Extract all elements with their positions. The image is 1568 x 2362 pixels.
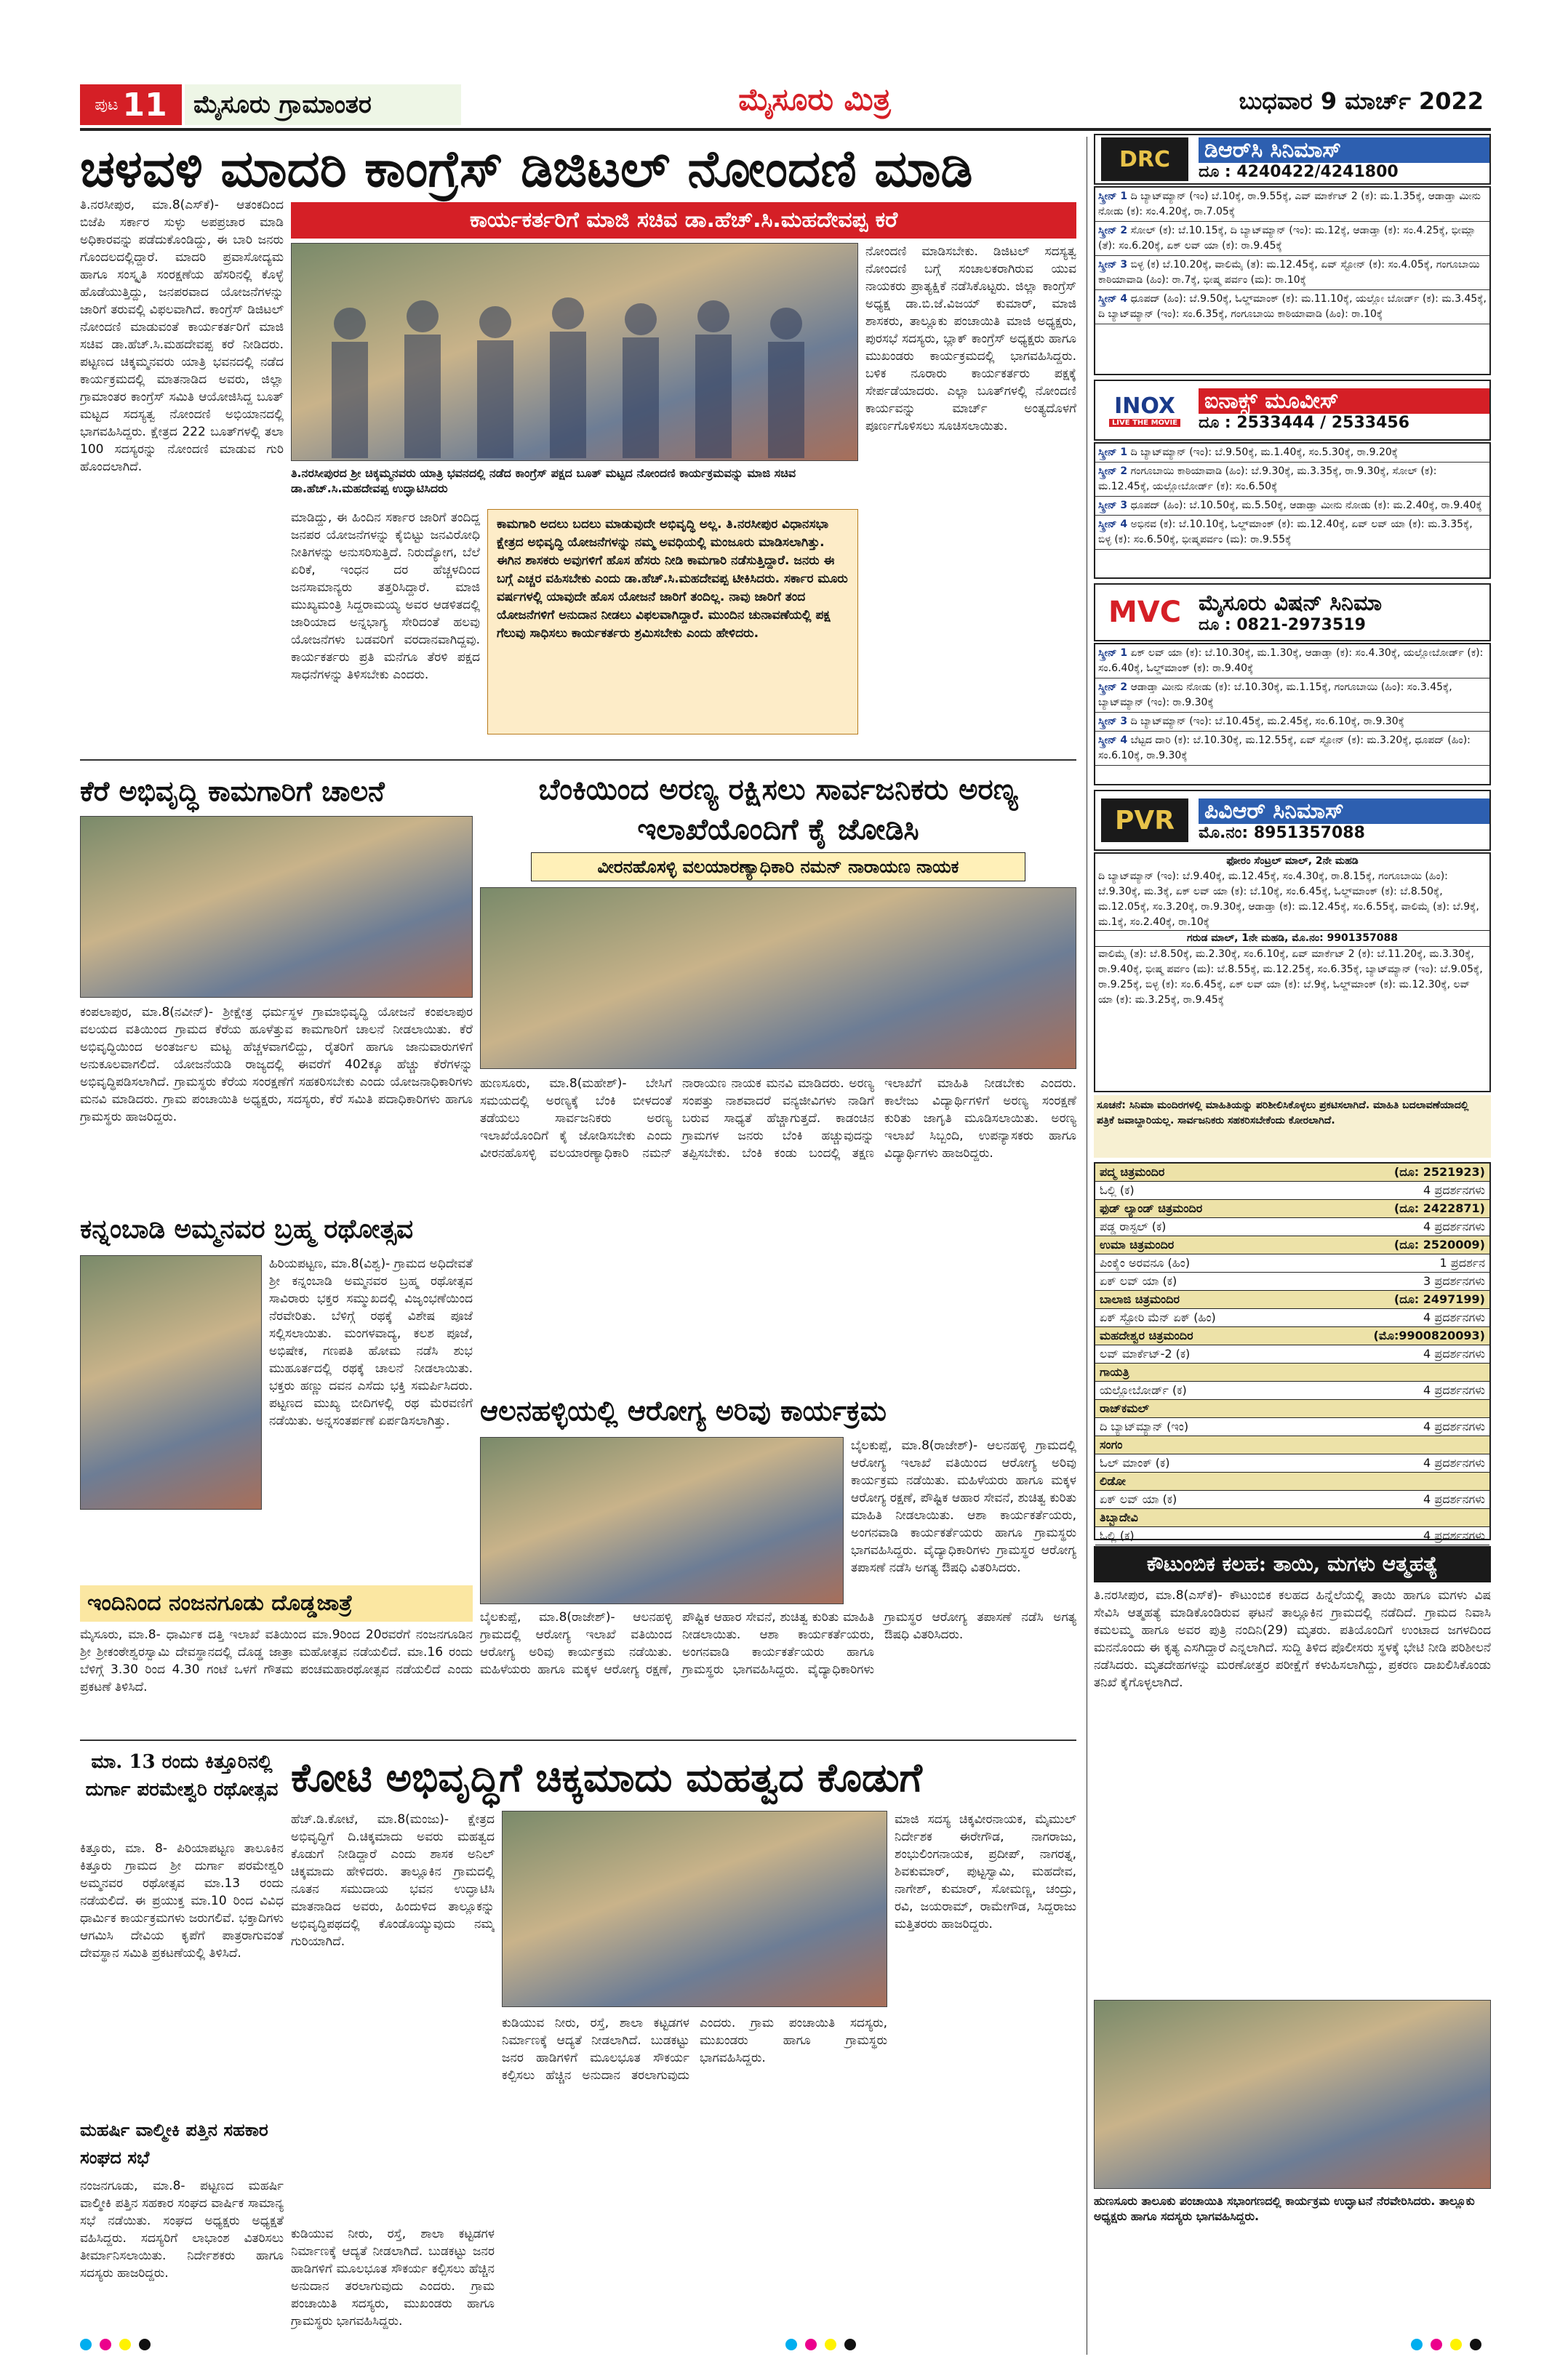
drc-screen-1: ಸ್ಕ್ರೀನ್ 1 ದಿ ಬ್ಯಾಟ್‌ಮ್ಯಾನ್ (ಇಂ) ಬೆ.10ಕ್ಕೆ, ರಾ.9.55ಕ್ಕೆ, ಎವ್ ಮಾರ್ಕೆಟ್ 2 (ಕ): ಮ.1.35ಕ್ಕೆ, ಆಡಾಡ್ತಾ ಮೀನು ನೋಡು (ಕ): ಸಂ.4.20ಕ್ಕೆ, ರಾ.7.05ಕ್ಕೆ	[1095, 188, 1489, 222]
mvc-screen-4: ಸ್ಕ್ರೀನ್ 4 ಬೆಟ್ಟದ ದಾರಿ (ಕ): ಬೆ.10.30ಕ್ಕೆ, ಮ.12.55ಕ್ಕೆ, ಏವ್ ಸ್ಟೋನ್ (ಕ): ಮ.3.20ಕ್ಕೆ, ಧೂಪದ್ (ಹಿಂ): ಸಂ.6.10ಕ್ಕೆ, ರಾ.9.30ಕ್ಕೆ	[1095, 732, 1489, 766]
drc-screen-2: ಸ್ಕ್ರೀನ್ 2 ಸೋಲ್ (ಕ): ಬೆ.10.15ಕ್ಕೆ, ದಿ ಬ್ಯಾಟ್‌ಮ್ಯಾನ್ (ಇಂ): ಮ.12ಕ್ಕೆ, ಆಡಾಡ್ತಾ (ಕ): ಸಂ.4.25ಕ್ಕೆ, ಭೀಮ್ಲಾ (ತೆ): ಸಂ.6.20ಕ್ಕೆ, ಏಕ್ ಲವ್ ಯಾ (ಕ): ರಾ.9.45ಕ್ಕೆ	[1095, 222, 1489, 256]
brahma-headline: ಕನ್ನಂಬಾಡಿ ಅಮ್ಮನವರ ಬ್ರಹ್ಮ ರಥೋತ್ಸವ	[80, 1214, 414, 1244]
theatre-film-row	[1095, 1454, 1489, 1473]
jatre-headline: ಇಂದಿನಿಂದ ನಂಜನಗೂಡು ದೊಡ್ಡಜಾತ್ರೆ	[80, 1585, 473, 1622]
mvc-phone: ದೂ : 0821-2973519	[1199, 616, 1366, 634]
koti-body-3: ಮಾಜಿ ಸದಸ್ಯ ಚಿಕ್ಕವೀರನಾಯಕ, ಮೈಮುಲ್ ನಿರ್ದೇಶಕ ಈರೇಗೌಡ, ನಾಗರಾಜು, ಶಂಭುಲಿಂಗನಾಯಕ, ಪ್ರದೀಪ್, ನಾಗರತ್ನ, ಶಿವಕುಮಾರ್, ಪುಟ್ಟಸ್ವಾಮಿ, ಮಹದೇವ, ನಾಗೇಶ್, ಕುಮಾರ್, ಸೋಮಣ್ಣ, ಚಂದ್ರು, ರವಿ, ಜಯರಾಮ್, ರಾಮೇಗೌಡ, ಸಿದ್ದರಾಜು ಮತ್ತಿತರರು ಹಾಜರಿದ್ದರು.	[895, 1812, 1076, 1931]
inox-screen-2: ಸ್ಕ್ರೀನ್ 2 ಗಂಗೂಬಾಯಿ ಕಾಠಿಯಾವಾಡಿ (ಹಿಂ): ಬೆ.9.30ಕ್ಕೆ, ಮ.3.35ಕ್ಕೆ, ರಾ.9.30ಕ್ಕೆ, ಸೋಲ್ (ಕ): ಮ.12.45ಕ್ಕೆ, ಯಲ್ಲೋಬೋರ್ಡ್ (ಕ): ಸಂ.6.50ಕ್ಕೆ	[1095, 463, 1489, 497]
pvr-venue-1-shows: ದಿ ಬ್ಯಾಟ್‌ಮ್ಯಾನ್ (ಇಂ): ಬೆ.9.40ಕ್ಕೆ, ಮ.12.45ಕ್ಕೆ, ಸಂ.4.30ಕ್ಕೆ, ರಾ.8.15ಕ್ಕೆ, ಗಂಗೂಬಾಯಿ (ಹಿಂ): ಬೆ.9.30ಕ್ಕೆ, ಮ.3ಕ್ಕೆ, ಏಕ್ ಲವ್ ಯಾ (ಕ): ಬೆ.10ಕ್ಕೆ, ಸಂ.6.45ಕ್ಕೆ, ಓಲ್ಡ್‌ಮಾಂಕ್ (ಕ): ಬೆ.8.50ಕ್ಕೆ, ಮ.12.05ಕ್ಕೆ, ಸಂ.3.20ಕ್ಕೆ, ರಾ.9.30ಕ್ಕೆ, ಆಡಾಡ್ತಾ (ಕ): ಮ.12.45ಕ್ಕೆ, ಸಂ.6.55ಕ್ಕೆ, ವಾಲಿಮೈ (ತ): ಬೆ.9ಕ್ಕೆ, ಮ.1ಕ್ಕೆ, ಸಂ.2.40ಕ್ಕೆ, ರಾ.10ಕ್ಕೆ	[1098, 870, 1479, 928]
theatre-film-row	[1095, 1309, 1489, 1327]
theatre-film-row	[1095, 1218, 1489, 1236]
theatre-film-row	[1095, 1491, 1489, 1509]
lead-column-2: ಮಾಡಿದ್ದು, ಈ ಹಿಂದಿನ ಸರ್ಕಾರ ಜಾರಿಗೆ ತಂದಿದ್ದ ಜನಪರ ಯೋಜನೆಗಳನ್ನು ಕೈಬಿಟ್ಟು ಜನವಿರೋಧಿ ನೀತಿಗಳನ್ನು ಅನುಸರಿಸುತ್ತಿದೆ. ನಿರುದ್ಯೋಗ, ಬೆಲೆ ಏರಿಕೆ, ಇಂಧನ ದರ ಹೆಚ್ಚಳದಿಂದ ಜನಸಾಮಾನ್ಯರು ತತ್ತರಿಸಿದ್ದಾರೆ. ಮಾಜಿ ಮುಖ್ಯಮಂತ್ರಿ ಸಿದ್ದರಾಮಯ್ಯ ಅವರ ಆಡಳಿತದಲ್ಲಿ ಜಾರಿಯಾದ ಅನ್ನಭಾಗ್ಯ ಸೇರಿದಂತೆ ಹಲವು ಯೋಜನೆಗಳು ಬಡವರಿಗೆ ವರದಾನವಾಗಿದ್ದವು. ಕಾರ್ಯಕರ್ತರು ಪ್ರತಿ ಮನೆಗೂ ತೆರಳಿ ಪಕ್ಷದ ಸಾಧನೆಗಳನ್ನು ತಿಳಿಸಬೇಕು ಎಂದರು.	[291, 511, 480, 682]
theatre-header	[1095, 1291, 1489, 1309]
mvc-listing	[1094, 643, 1491, 785]
theatre-header	[1095, 1364, 1489, 1382]
drc-screen-3: ಸ್ಕ್ರೀನ್ 3 ಬಿಳ್ಳ (ಕ) ಬೆ.10.20ಕ್ಕೆ, ವಾಲಿಮೈ (ತ): ಮ.12.45ಕ್ಕೆ, ಏವ್ ಸ್ಟೋನ್‌ (ಕ): ಸಂ.4.05ಕ್ಕೆ, ಗಂಗೂಬಾಯಿ ಕಾಠಿಯಾವಾಡಿ (ಹಿಂ): ರಾ.7ಕ್ಕೆ, ಭೀಷ್ಮ ಪರ್ವಂ (ಮ): ರಾ.10ಕ್ಕೆ	[1095, 256, 1489, 290]
drc-listing	[1094, 186, 1491, 375]
theatre-header	[1095, 1200, 1489, 1218]
kere-headline: ಕೆರೆ ಅಭಿವೃದ್ಧಿ ಕಾಮಗಾರಿಗೆ ಚಾಲನೆ	[80, 774, 385, 807]
brahma-photo	[80, 1255, 262, 1510]
inox-header	[1094, 380, 1491, 441]
lead-headline: ಚಳವಳಿ ಮಾದರಿ ಕಾಂಗ್ರೆಸ್ ಡಿಜಿಟಲ್ ನೋಂದಣಿ ಮಾಡಿ	[80, 138, 973, 199]
show-count: 3 ಪ್ರದರ್ಶನಗಳು	[1423, 1274, 1485, 1288]
film-title: ಯಲ್ಲೋಬೋರ್ಡ್ (ಕ)	[1100, 1383, 1187, 1397]
forest-subhead: ವೀರನಹೊಸಳ್ಳಿ ವಲಯಾರಣ್ಯಾಧಿಕಾರಿ ನಮನ್ ನಾರಾಯಣ ನಾಯಕ	[531, 852, 1025, 881]
theatre-header	[1095, 1400, 1489, 1418]
theatre-table	[1094, 1162, 1491, 1540]
cinema-notice: ಸೂಚನೆ: ಸಿನಿಮಾ ಮಂದಿರಗಳಲ್ಲಿ ಮಾಹಿತಿಯನ್ನು ಪರಿಶೀಲಿಸಿಕೊಳ್ಳಲು ಪ್ರಕಟಿಸಲಾಗಿದೆ. ಮಾಹಿತಿ ಬದಲಾವಣೆಯಾದಲ್ಲಿ ಪತ್ರಿಕೆ ಜವಾಬ್ದಾರಿಯಲ್ಲ. ಸಾರ್ವಜನಿಕರು ಸಹಕರಿಸಬೇಕೆಂದು ಕೋರಲಾಗಿದೆ.	[1094, 1095, 1491, 1158]
theatre-name: ಫುಡ್ ಲ್ಯಾಂಡ್ ಚಿತ್ರಮಂದಿರ	[1100, 1201, 1203, 1215]
theatre-phone: (ದೂ: 2422871)	[1393, 1201, 1485, 1215]
koti-headline: ಕೋಟಿ ಅಭಿವೃದ್ಧಿಗೆ ಚಿಕ್ಕಮಾದು ಮಹತ್ವದ ಕೊಡುಗೆ	[291, 1754, 922, 1801]
film-title: ಏಕ್ ಲವ್ ಯಾ (ಕ)	[1100, 1274, 1177, 1288]
cyan-dot	[1411, 2339, 1423, 2350]
jatre-body: ಮೈಸೂರು, ಮಾ.8- ಧಾರ್ಮಿಕ ದತ್ತಿ ಇಲಾಖೆ ವತಿಯಿಂದ ಮಾ.9ರಿಂದ 20ರವರೆಗೆ ನಂಜನಗೂಡಿನ ಶ್ರೀ ಶ್ರೀಕಂಠೇಶ್ವರಸ್ವಾಮಿ ದೇವಸ್ಥಾನದಲ್ಲಿ ದೊಡ್ಡ ಜಾತ್ರಾ ಮಹೋತ್ಸವ ನಡೆಯಲಿದೆ. ಮಾ.16 ರಂದು ಬೆಳಿಗ್ಗೆ 3.30 ರಿಂದ 4.30 ಗಂಟೆ ಒಳಗೆ ಗೌತಮ ಪಂಚಮಹಾರಥೋತ್ಸವ ನಡೆಯಲಿದೆ ಎಂದು ಪ್ರಕಟಣೆ ತಿಳಿಸಿದೆ.	[80, 1628, 473, 1694]
koti-body-2: ಕುಡಿಯುವ ನೀರು, ರಸ್ತೆ, ಶಾಲಾ ಕಟ್ಟಡಗಳ ನಿರ್ಮಾಣಕ್ಕೆ ಆದ್ಯತೆ ನೀಡಲಾಗಿದೆ. ಬುಡಕಟ್ಟು ಜನರ ಹಾಡಿಗಳಿಗೆ ಮೂಲಭೂತ ಸೌಕರ್ಯ ಕಲ್ಪಿಸಲು ಹೆಚ್ಚಿನ ಅನುದಾನ ತರಲಾಗುವುದು ಎಂದರು. ಗ್ರಾಮ ಪಂಚಾಯಿತಿ ಸದಸ್ಯರು, ಮುಖಂಡರು ಹಾಗೂ ಗ್ರಾಮಸ್ಥರು ಭಾಗವಹಿಸಿದ್ದರು.	[502, 2016, 887, 2083]
pvr-logo: PVR	[1101, 798, 1188, 842]
pvr-venue-2: ಗರುಡ ಮಾಲ್, 1ನೇ ಮಹಡಿ, ಮೊ.ನಂ: 9901357088	[1095, 930, 1489, 947]
drc-logo: DRC	[1101, 137, 1188, 181]
show-count: 4 ಪ್ರದರ್ಶನಗಳು	[1423, 1529, 1485, 1542]
black-dot	[844, 2339, 856, 2350]
film-title: ದಿ ಬ್ಯಾಟ್‌ಮ್ಯಾನ್ (ಇಂ)	[1100, 1420, 1189, 1433]
lead-column-1: ತಿ.ನರಸೀಪುರ, ಮಾ.8(ಎಸ್‌ಕೆ)- ಆತಂಕದಿಂದ ಬಿಜೆಪಿ ಸರ್ಕಾರ ಸುಳ್ಳು ಅಪಪ್ರಚಾರ ಮಾಡಿ ಅಧಿಕಾರವನ್ನು ಪಡೆದುಕೊಂಡಿದ್ದು, ಈ ಬಾರಿ ಜನರು ಗೊಂದಲದಲ್ಲಿದ್ದಾರೆ. ಮಾದರಿ ಪ್ರವಾಸೋದ್ಯಮ ಹಾಗೂ ಸಂಸ್ಕೃತಿ ಸಂರಕ್ಷಣೆಯ ಹೆಸರಿನಲ್ಲಿ ಕೊಳ್ಳೆ ಹೊಡೆಯುತ್ತಿದ್ದು, ಜನಪರವಾದ ಯೋಜನೆಗಳನ್ನು ಜಾರಿಗೆ ತರುವಲ್ಲಿ ವಿಫಲವಾಗಿದೆ. ಕಾಂಗ್ರೆಸ್ ಡಿಜಿಟಲ್ ನೋಂದಣಿ ಮಾಡುವಂತೆ ಕಾರ್ಯಕರ್ತರಿಗೆ ಮಾಜಿ ಸಚಿವ ಡಾ.ಹೆಚ್.ಸಿ.ಮಹದೇವಪ್ಪ ಕರೆ ನೀಡಿದರು. ಪಟ್ಟಣದ ಚಿಕ್ಕಮ್ಮನವರು ಯಾತ್ರಿ ಭವನದಲ್ಲಿ ನಡೆದ ಕಾರ್ಯಕ್ರಮದಲ್ಲಿ ಮಾತನಾಡಿದ ಅವರು, ಜಿಲ್ಲಾ ಗ್ರಾಮಾಂತರ ಕಾಂಗ್ರೆಸ್ ಸಮಿತಿ ಆಯೋಜಿಸಿದ್ದ ಬೂತ್ ಮಟ್ಟದ ಸದಸ್ಯತ್ವ ನೋಂದಣಿ ಅಭಿಯಾನದಲ್ಲಿ ಭಾಗವಹಿಸಿದ್ದರು. ಕ್ಷೇತ್ರದ 222 ಬೂತ್‌ಗಳಲ್ಲಿ ತಲಾ 100 ಸದಸ್ಯರನ್ನು ನೋಂದಣಿ ಮಾಡುವ ಗುರಿ ಹೊಂದಲಾಗಿದೆ.	[80, 198, 284, 474]
theatre-film-row	[1095, 1527, 1489, 1545]
film-title: ಓಲ್ಲಿ (ಕ)	[1100, 1529, 1135, 1542]
koti-body-1b: ಕುಡಿಯುವ ನೀರು, ರಸ್ತೆ, ಶಾಲಾ ಕಟ್ಟಡಗಳ ನಿರ್ಮಾಣಕ್ಕೆ ಆದ್ಯತೆ ನೀಡಲಾಗಿದೆ. ಬುಡಕಟ್ಟು ಜನರ ಹಾಡಿಗಳಿಗೆ ಮೂಲಭೂತ ಸೌಕರ್ಯ ಕಲ್ಪಿಸಲು ಹೆಚ್ಚಿನ ಅನುದಾನ ತರಲಾಗುವುದು ಎಂದರು. ಗ್ರಾಮ ಪಂಚಾಯಿತಿ ಸದಸ್ಯರು, ಮುಖಂಡರು ಹಾಗೂ ಗ್ರಾಮಸ್ಥರು ಭಾಗವಹಿಸಿದ್ದರು.	[291, 2227, 495, 2329]
theatre-name: ಉಮಾ ಚಿತ್ರಮಂದಿರ	[1100, 1238, 1175, 1252]
arogya-photo	[480, 1437, 844, 1604]
yellow-dot	[119, 2339, 131, 2350]
inox-screen-3: ಸ್ಕ್ರೀನ್ 3 ಧೂಪದ್ (ಹಿಂ): ಬೆ.10.50ಕ್ಕೆ, ಮ.5.50ಕ್ಕೆ, ಆಡಾಡ್ತಾ ಮೀನು ನೋಡು (ಕ): ಮ.2.40ಕ್ಕೆ, ರಾ.9.40ಕ್ಕೆ	[1095, 497, 1489, 516]
black-dot	[139, 2339, 151, 2350]
theatre-film-row	[1095, 1254, 1489, 1273]
mvc-screen-3: ಸ್ಕ್ರೀನ್ 3 ದಿ ಬ್ಯಾಟ್‌ಮ್ಯಾನ್ (ಇಂ): ಬೆ.10.45ಕ್ಕೆ, ಮ.2.45ಕ್ಕೆ, ಸಂ.6.10ಕ್ಕೆ, ರಾ.9.30ಕ್ಕೆ	[1095, 713, 1489, 732]
masthead-rule	[80, 128, 1491, 131]
black-dot	[1470, 2339, 1481, 2350]
pvr-venue-1: ಫೋರಂ ಸೆಂಟ್ರಲ್ ಮಾಲ್, 2ನೇ ಮಹಡಿ	[1226, 855, 1359, 867]
show-count: 4 ಪ್ರದರ್ಶನಗಳು	[1423, 1420, 1485, 1433]
theatre-name: ಲಿಡೋ	[1100, 1474, 1126, 1488]
pvr-listing	[1094, 852, 1491, 1092]
valmiki-headline: ಮಹರ್ಷಿ ವಾಲ್ಮೀಕಿ ಪತ್ತಿನ ಸಹಕಾರ ಸಂಘದ ಸಭೆ	[80, 2119, 268, 2168]
theatre-header	[1095, 1473, 1489, 1491]
lead-boxed-quote: ಕಾಮಗಾರಿ ಅದಲು ಬದಲು ಮಾಡುವುದೇ ಅಭಿವೃದ್ಧಿ ಅಲ್ಲ. ತಿ.ನರಸೀಪುರ ವಿಧಾನಸಭಾ ಕ್ಷೇತ್ರದ ಅಭಿವೃದ್ಧಿ ಯೋಜನೆಗಳನ್ನು ನಮ್ಮ ಅವಧಿಯಲ್ಲಿ ಮಂಜೂರು ಮಾಡಿಸಲಾಗಿತ್ತು. ಈಗಿನ ಶಾಸಕರು ಅವುಗಳಿಗೆ ಹೊಸ ಹೆಸರು ನೀಡಿ ಕಾಮಗಾರಿ ನಡೆಸುತ್ತಿದ್ದಾರೆ. ಜನರು ಈ ಬಗ್ಗೆ ಎಚ್ಚರ ವಹಿಸಬೇಕು ಎಂದು ಡಾ.ಹೆಚ್.ಸಿ.ಮಹದೇವಪ್ಪ ಟೀಕಿಸಿದರು. ಸರ್ಕಾರ ಮೂರು ವರ್ಷಗಳಲ್ಲಿ ಯಾವುದೇ ಹೊಸ ಯೋಜನೆ ಜಾರಿಗೆ ತಂದಿಲ್ಲ. ನಾವು ಜಾರಿಗೆ ತಂದ ಯೋಜನೆಗಳಿಗೆ ಅನುದಾನ ನೀಡಲು ವಿಫಲವಾಗಿದ್ದಾರೆ. ಮುಂದಿನ ಚುನಾವಣೆಯಲ್ಲಿ ಪಕ್ಷ ಗೆಲುವು ಸಾಧಿಸಲು ಕಾರ್ಯಕರ್ತರು ಶ್ರಮಿಸಬೇಕು ಎಂದು ಹೇಳಿದರು.	[487, 509, 858, 734]
inox-screen-4: ಸ್ಕ್ರೀನ್ 4 ಅಭಿನವ (ಕ): ಬೆ.10.10ಕ್ಕೆ, ಓಲ್ಡ್‌ಮಾಂಕ್ (ಕ): ಮ.12.40ಕ್ಕೆ, ಏವ್ ಲವ್ ಯಾ (ಕ): ಮ.3.35ಕ್ಕೆ, ಬಿಳ್ಳ (ಕ): ಸಂ.6.50ಕ್ಕೆ, ಭೀಷ್ಮಪರ್ವಂ (ಮ): ರಾ.9.55ಕ್ಕೆ	[1095, 516, 1489, 550]
magenta-dot	[805, 2339, 817, 2350]
mvc-logo: MVC	[1108, 596, 1182, 629]
lead-column-3: ನೋಂದಣಿ ಮಾಡಿಸಬೇಕು. ಡಿಜಿಟಲ್ ಸದಸ್ಯತ್ವ ನೋಂದಣಿ ಬಗ್ಗೆ ಸಂಚಾಲಕರಾಗಿರುವ ಯುವ ನಾಯಕರು ಪ್ರಾತ್ಯಕ್ಷಿಕೆ ನಡೆಸಿಕೊಟ್ಟರು. ಜಿಲ್ಲಾ ಕಾಂಗ್ರೆಸ್ ಅಧ್ಯಕ್ಷ ಡಾ.ಬಿ.ಜೆ.ವಿಜಯ್ ಕುಮಾರ್, ಮಾಜಿ ಶಾಸಕರು, ತಾಲ್ಲೂಕು ಪಂಚಾಯಿತಿ ಮಾಜಿ ಅಧ್ಯಕ್ಷರು, ಪುರಸಭೆ ಸದಸ್ಯರು, ಬ್ಲಾಕ್ ಕಾಂಗ್ರೆಸ್ ಅಧ್ಯಕ್ಷರು ಹಾಗೂ ಮುಖಂಡರು ಕಾರ್ಯಕ್ರಮದಲ್ಲಿ ಭಾಗವಹಿಸಿದ್ದರು. ಬಳಿಕ ನೂರಾರು ಕಾರ್ಯಕರ್ತರು ಪಕ್ಷಕ್ಕೆ ಸೇರ್ಪಡೆಯಾದರು. ಎಲ್ಲಾ ಬೂತ್‌ಗಳಲ್ಲಿ ನೋಂದಣಿ ಕಾರ್ಯವನ್ನು ಮಾರ್ಚ್ ಅಂತ್ಯದೊಳಗೆ ಪೂರ್ಣಗೊಳಿಸಲು ಸೂಚಿಸಲಾಯಿತು.	[865, 244, 1076, 433]
cyan-dot	[80, 2339, 92, 2350]
film-title: ಏಕ್ ಲವ್ ಯಾ (ಕ)	[1100, 1492, 1177, 1506]
theatre-header	[1095, 1236, 1489, 1254]
kere-body: ಕಂಪಲಾಪುರ, ಮಾ.8(ನವೀನ್)- ಶ್ರೀಕ್ಷೇತ್ರ ಧರ್ಮಸ್ಥಳ ಗ್ರಾಮಾಭಿವೃದ್ಧಿ ಯೋಜನೆ ಕಂಪಲಾಪುರ ವಲಯದ ವತಿಯಿಂದ ಗ್ರಾಮದ ಕೆರೆಯ ಹೂಳೆತ್ತುವ ಕಾಮಗಾರಿಗೆ ಚಾಲನೆ ನೀಡಲಾಯಿತು. ಕೆರೆ ಅಭಿವೃದ್ಧಿಯಿಂದ ಅಂತರ್ಜಲ ಮಟ್ಟ ಹೆಚ್ಚಳವಾಗಲಿದ್ದು, ರೈತರಿಗೆ ಹಾಗೂ ಜಾನುವಾರುಗಳಿಗೆ ಅನುಕೂಲವಾಗಲಿದೆ. ಯೋಜನೆಯಡಿ ರಾಜ್ಯದಲ್ಲಿ ಈವರೆಗೆ 402ಕ್ಕೂ ಹೆಚ್ಚು ಕೆರೆಗಳನ್ನು ಅಭಿವೃದ್ಧಿಪಡಿಸಲಾಗಿದೆ. ಗ್ರಾಮಸ್ಥರು ಕೆರೆಯ ಸಂರಕ್ಷಣೆಗೆ ಸಹಕರಿಸಬೇಕು ಎಂದು ಯೋಜನಾಧಿಕಾರಿಗಳು ಮನವಿ ಮಾಡಿದರು. ಗ್ರಾಮ ಪಂಚಾಯಿತಿ ಅಧ್ಯಕ್ಷರು, ಸದಸ್ಯರು, ಕೆರೆ ಸಮಿತಿ ಪದಾಧಿಕಾರಿಗಳು ಹಾಗೂ ಗ್ರಾಮಸ್ಥರು ಹಾಜರಿದ್ದರು.	[80, 1005, 473, 1124]
forest-photo	[480, 887, 1076, 1069]
theatre-film-row	[1095, 1418, 1489, 1436]
theatre-header	[1095, 1436, 1489, 1454]
forest-body: ಹುಣಸೂರು, ಮಾ.8(ಮಹೇಶ್)- ಬೇಸಿಗೆ ಸಮಯದಲ್ಲಿ ಅರಣ್ಯಕ್ಕೆ ಬೆಂಕಿ ಬೀಳದಂತೆ ತಡೆಯಲು ಸಾರ್ವಜನಿಕರು ಅರಣ್ಯ ಇಲಾಖೆಯೊಂದಿಗೆ ಕೈ ಜೋಡಿಸಬೇಕು ಎಂದು ವೀರನಹೊಸಳ್ಳಿ ವಲಯಾರಣ್ಯಾಧಿಕಾರಿ ನಮನ್ ನಾರಾಯಣ ನಾಯಕ ಮನವಿ ಮಾಡಿದರು. ಅರಣ್ಯ ಸಂಪತ್ತು ನಾಶವಾದರೆ ವನ್ಯಜೀವಿಗಳು ನಾಡಿಗೆ ಬರುವ ಸಾಧ್ಯತೆ ಹೆಚ್ಚಾಗುತ್ತದೆ. ಕಾಡಂಚಿನ ಗ್ರಾಮಗಳ ಜನರು ಬೆಂಕಿ ಹಚ್ಚುವುದನ್ನು ತಪ್ಪಿಸಬೇಕು. ಬೆಂಕಿ ಕಂಡು ಬಂದಲ್ಲಿ ತಕ್ಷಣ ಇಲಾಖೆಗೆ ಮಾಹಿತಿ ನೀಡಬೇಕು ಎಂದರು. ಕಾಲೇಜು ವಿದ್ಯಾರ್ಥಿಗಳಿಗೆ ಅರಣ್ಯ ಸಂರಕ್ಷಣೆ ಕುರಿತು ಜಾಗೃತಿ ಮೂಡಿಸಲಾಯಿತು. ಅರಣ್ಯ ಇಲಾಖೆ ಸಿಬ್ಬಂದಿ, ಉಪನ್ಯಾಸಕರು ಹಾಗೂ ವಿದ್ಯಾರ್ಥಿಗಳು ಹಾಜರಿದ್ದರು.	[480, 1076, 1076, 1161]
issue-date: ಬುಧವಾರ 9 ಮಾರ್ಚ್ 2022	[1239, 87, 1484, 115]
show-count: 4 ಪ್ರದರ್ಶನಗಳು	[1423, 1347, 1485, 1361]
film-title: ಏಕ್ ಸ್ಟೋರಿ ಮೆನ್ ಏಕ್ (ಹಿಂ)	[1100, 1310, 1216, 1324]
arogya-headline: ಆಲನಹಳ್ಳಿಯಲ್ಲಿ ಆರೋಗ್ಯ ಅರಿವು ಕಾರ್ಯಕ್ರಮ	[480, 1394, 887, 1427]
section-title: ಮೈಸೂರು ಗ್ರಾಮಾಂತರ	[185, 84, 461, 125]
theatre-name: ಪದ್ಮ ಚಿತ್ರಮಂದಿರ	[1100, 1165, 1165, 1179]
inox-screen-1: ಸ್ಕ್ರೀನ್ 1 ದಿ ಬ್ಯಾಟ್‌ಮ್ಯಾನ್ (ಇಂ): ಬೆ.9.50ಕ್ಕೆ, ಮ.1.40ಕ್ಕೆ, ಸಂ.5.30ಕ್ಕೆ, ರಾ.9.20ಕ್ಕೆ	[1095, 444, 1489, 463]
drc-name: ಡಿಆರ್‌ಸಿ ಸಿನಿಮಾಸ್	[1199, 137, 1489, 163]
show-count: 4 ಪ್ರದರ್ಶನಗಳು	[1423, 1456, 1485, 1470]
kalaha-caption: ಹುಣಸೂರು ತಾಲೂಕು ಪಂಚಾಯಿತಿ ಸಭಾಂಗಣದಲ್ಲಿ ಕಾರ್ಯಕ್ರಮ ಉದ್ಘಾಟನೆ ನೆರವೇರಿಸಿದರು. ತಾಲ್ಲೂಕು ಅಧ್ಯಕ್ಷರು ಹಾಗೂ ಸದಸ್ಯರು ಭಾಗವಹಿಸಿದ್ದರು.	[1094, 2194, 1475, 2223]
inox-listing	[1094, 442, 1491, 579]
kalaha-body: ತಿ.ನರಸೀಪುರ, ಮಾ.8(ಎಸ್‌ಕೆ)- ಕೌಟುಂಬಿಕ ಕಲಹದ ಹಿನ್ನೆಲೆಯಲ್ಲಿ ತಾಯಿ ಹಾಗೂ ಮಗಳು ವಿಷ ಸೇವಿಸಿ ಆತ್ಮಹತ್ಯೆ ಮಾಡಿಕೊಂಡಿರುವ ಘಟನೆ ತಾಲ್ಲೂಕಿನ ಗ್ರಾಮದಲ್ಲಿ ನಡೆದಿದೆ. ಗ್ರಾಮದ ನಿವಾಸಿ ಕಮಲಮ್ಮ ಹಾಗೂ ಅವರ ಪುತ್ರಿ ನಂದಿನಿ(29) ಮೃತರು. ಪತಿಯೊಂದಿಗೆ ಉಂಟಾದ ಜಗಳದಿಂದ ಮನನೊಂದು ಈ ಕೃತ್ಯ ಎಸಗಿದ್ದಾರೆ ಎನ್ನಲಾಗಿದೆ. ಸುದ್ದಿ ತಿಳಿದ ಪೊಲೀಸರು ಸ್ಥಳಕ್ಕೆ ಭೇಟಿ ನೀಡಿ ಪರಿಶೀಲನೆ ನಡೆಸಿದರು. ಮೃತದೇಹಗಳನ್ನು ಮರಣೋತ್ತರ ಪರೀಕ್ಷೆಗೆ ಕಳುಹಿಸಲಾಗಿದ್ದು, ಪ್ರಕರಣ ದಾಖಲಿಸಿಕೊಂಡು ತನಿಖೆ ಕೈಗೊಳ್ಳಲಾಗಿದೆ.	[1094, 1588, 1491, 1690]
film-title: ಪಿಂಕೈಂ ಅರವನೂ (ಹಿಂ)	[1100, 1256, 1191, 1270]
pvr-venue-2-shows: ವಾಲಿಮೈ (ತ): ಬೆ.8.50ಕ್ಕೆ, ಮ.2.30ಕ್ಕೆ, ಸಂ.6.10ಕ್ಕೆ, ಏವ್ ಮಾರ್ಕೆಟ್ 2 (ಕ): ಬೆ.11.20ಕ್ಕೆ, ಮ.3.30ಕ್ಕೆ, ರಾ.9.40ಕ್ಕೆ, ಭೀಷ್ಮ ಪರ್ವಂ (ಮ): ಬೆ.8.55ಕ್ಕೆ, ಮ.12.25ಕ್ಕೆ, ಸಂ.6.35ಕ್ಕೆ, ಬ್ಯಾಟ್‌ಮ್ಯಾನ್ (ಇಂ): ಬೆ.9.05ಕ್ಕೆ, ರಾ.9.25ಕ್ಕೆ, ಬಿಳ್ಳ (ಕ): ಸಂ.6.45ಕ್ಕೆ, ಏಕ್ ಲವ್ ಯಾ (ಕ): ಬೆ.9ಕ್ಕೆ, ಓಲ್ಡ್‌ಮಾಂಕ್ (ಕ): ಮ.12.30ಕ್ಕೆ, ಲವ್ ಯಾ (ಕ): ಮ.3.25ಕ್ಕೆ, ರಾ.9.45ಕ್ಕೆ	[1098, 948, 1483, 1006]
theatre-name: ಬಾಲಾಜಿ ಚಿತ್ರಮಂದಿರ	[1100, 1292, 1180, 1306]
theatre-name: ಗಾಯತ್ರಿ	[1100, 1365, 1129, 1379]
show-count: 1 ಪ್ರದರ್ಶನ	[1439, 1256, 1485, 1270]
divider	[80, 759, 1076, 761]
drc-header	[1094, 134, 1491, 185]
film-title: ಓಲ್ ಮಾಂಕ್ (ಕ)	[1100, 1456, 1170, 1470]
drc-screen-4: ಸ್ಕ್ರೀನ್ 4 ಧೂಪದ್ (ಹಿಂ): ಬೆ.9.50ಕ್ಕೆ, ಓಲ್ಡ್‌ಮಾಂಕ್ (ಕ): ಮ.11.10ಕ್ಕೆ, ಯಲ್ಲೋ ಬೋರ್ಡ್ (ಕ): ಮ.3.45ಕ್ಕೆ, ದಿ ಬ್ಯಾಟ್‌ಮ್ಯಾನ್ (ಇಂ): ಸಂ.6.35ಕ್ಕೆ, ಗಂಗೂಬಾಯಿ ಕಾಠಿಯಾವಾಡಿ (ಹಿಂ): ರಾ.10ಕ್ಕೆ	[1095, 290, 1489, 324]
pvr-phone: ಮೊ.ನಂ: 8951357088	[1199, 824, 1365, 842]
mvc-header	[1094, 583, 1491, 641]
theatre-name: ತಿಬ್ಬಾದೇವಿ	[1100, 1510, 1138, 1524]
film-title: ಪಡ್ಡ ರಾಸ್ಟಲ್ (ಕ)	[1100, 1220, 1167, 1233]
yellow-dot	[825, 2339, 836, 2350]
theatre-header	[1095, 1509, 1489, 1527]
forest-headline: ಬೆಂಕಿಯಿಂದ ಅರಣ್ಯ ರಕ್ಷಿಸಲು ಸಾರ್ವಜನಿಕರು ಅರಣ್ಯ ಇಲಾಖೆಯೊಂದಿಗೆ ಕೈ ಜೋಡಿಸಿ	[538, 772, 1018, 846]
pvr-name: ಪಿವಿಆರ್ ಸಿನಿಮಾಸ್	[1199, 798, 1489, 824]
page-label: ಪುಟ	[95, 95, 119, 114]
theatre-phone: (ಮೊ:9900820093)	[1373, 1329, 1485, 1342]
kere-photo	[80, 816, 473, 998]
mvc-screen-2: ಸ್ಕ್ರೀನ್ 2 ಆಡಾಡ್ತಾ ಮೀನು ನೋಡು (ಕ): ಬೆ.10.30ಕ್ಕೆ, ಮ.1.15ಕ್ಕೆ, ಗಂಗೂಬಾಯಿ (ಹಿಂ): ಸಂ.3.45ಕ್ಕೆ, ಬ್ಯಾಟ್‌ಮ್ಯಾನ್ (ಇಂ): ರಾ.9.30ಕ್ಕೆ	[1095, 678, 1489, 713]
theatre-phone: (ದೂ: 2521923)	[1393, 1165, 1485, 1179]
color-registration-left	[80, 2339, 225, 2353]
theatre-film-row	[1095, 1182, 1489, 1200]
lead-photo-caption: ತಿ.ನರಸೀಪುರದ ಶ್ರೀ ಚಿಕ್ಕಮ್ಮನವರು ಯಾತ್ರಿ ಭವನದಲ್ಲಿ ನಡೆದ ಕಾಂಗ್ರೆಸ್ ಪಕ್ಷದ ಬೂತ್ ಮಟ್ಟದ ನೋಂದಣಿ ಕಾರ್ಯಕ್ರಮವನ್ನು ಮಾಜಿ ಸಚಿವ ಡಾ.ಹೆಚ್.ಸಿ.ಮಹದೇವಪ್ಪ ಉದ್ಘಾಟಿಸಿದರು	[291, 466, 796, 495]
theatre-phone: (ದೂ: 2520009)	[1393, 1238, 1485, 1252]
group-photo-icon	[292, 244, 859, 462]
inox-name: ಐನಾಕ್ಸ್ ಮೂವೀಸ್	[1199, 388, 1489, 414]
show-count: 4 ಪ್ರದರ್ಶನಗಳು	[1423, 1310, 1485, 1324]
koti-photo	[502, 1811, 887, 2007]
yellow-dot	[1450, 2339, 1462, 2350]
koti-body-1: ಹೆಚ್.ಡಿ.ಕೋಟೆ, ಮಾ.8(ಮಂಜು)- ಕ್ಷೇತ್ರದ ಅಭಿವೃದ್ಧಿಗೆ ದಿ.ಚಿಕ್ಕಮಾದು ಅವರು ಮಹತ್ವದ ಕೊಡುಗೆ ನೀಡಿದ್ದಾರೆ ಎಂದು ಶಾಸಕ ಅನಿಲ್ ಚಿಕ್ಕಮಾದು ಹೇಳಿದರು. ತಾಲ್ಲೂಕಿನ ಗ್ರಾಮದಲ್ಲಿ ನೂತನ ಸಮುದಾಯ ಭವನ ಉದ್ಘಾಟಿಸಿ ಮಾತನಾಡಿದ ಅವರು, ಹಿಂದುಳಿದ ತಾಲ್ಲೂಕನ್ನು ಅಭಿವೃದ್ಧಿಪಥದಲ್ಲಿ ಕೊಂಡೊಯ್ಯುವುದು ನಮ್ಮ ಗುರಿಯಾಗಿದೆ.	[291, 1812, 495, 1949]
arogya-body: ಬೈಲಕುಪ್ಪೆ, ಮಾ.8(ರಾಜೇಶ್)- ಆಲನಹಳ್ಳಿ ಗ್ರಾಮದಲ್ಲಿ ಆರೋಗ್ಯ ಇಲಾಖೆ ವತಿಯಿಂದ ಆರೋಗ್ಯ ಅರಿವು ಕಾರ್ಯಕ್ರಮ ನಡೆಯಿತು. ಮಹಿಳೆಯರು ಹಾಗೂ ಮಕ್ಕಳ ಆರೋಗ್ಯ ರಕ್ಷಣೆ, ಪೌಷ್ಟಿಕ ಆಹಾರ ಸೇವನೆ, ಶುಚಿತ್ವ ಕುರಿತು ಮಾಹಿತಿ ನೀಡಲಾಯಿತು. ಆಶಾ ಕಾರ್ಯಕರ್ತೆಯರು, ಅಂಗನವಾಡಿ ಕಾರ್ಯಕರ್ತೆಯರು ಹಾಗೂ ಗ್ರಾಮಸ್ಥರು ಭಾಗವಹಿಸಿದ್ದರು. ವೈದ್ಯಾಧಿಕಾರಿಗಳು ಗ್ರಾಮಸ್ಥರ ಆರೋಗ್ಯ ತಪಾಸಣೆ ನಡೆಸಿ ಅಗತ್ಯ ಔಷಧಿ ವಿತರಿಸಿದರು.	[480, 1610, 1076, 1677]
theatre-name: ಸಂಗಂ	[1100, 1438, 1123, 1452]
paper-logo: ಮೈಸೂರು ಮಿತ್ರ	[738, 81, 891, 117]
mvc-name: ಮೈಸೂರು ವಿಷನ್ ಸಿನಿಮಾ	[1199, 590, 1383, 616]
arogya-body-right: ಬೈಲಕುಪ್ಪೆ, ಮಾ.8(ರಾಜೇಶ್)- ಆಲನಹಳ್ಳಿ ಗ್ರಾಮದಲ್ಲಿ ಆರೋಗ್ಯ ಇಲಾಖೆ ವತಿಯಿಂದ ಆರೋಗ್ಯ ಅರಿವು ಕಾರ್ಯಕ್ರಮ ನಡೆಯಿತು. ಮಹಿಳೆಯರು ಹಾಗೂ ಮಕ್ಕಳ ಆರೋಗ್ಯ ರಕ್ಷಣೆ, ಪೌಷ್ಟಿಕ ಆಹಾರ ಸೇವನೆ, ಶುಚಿತ್ವ ಕುರಿತು ಮಾಹಿತಿ ನೀಡಲಾಯಿತು. ಆಶಾ ಕಾರ್ಯಕರ್ತೆಯರು, ಅಂಗನವಾಡಿ ಕಾರ್ಯಕರ್ತೆಯರು ಹಾಗೂ ಗ್ರಾಮಸ್ಥರು ಭಾಗವಹಿಸಿದ್ದರು. ವೈದ್ಯಾಧಿಕಾರಿಗಳು ಗ್ರಾಮಸ್ಥರ ಆರೋಗ್ಯ ತಪಾಸಣೆ ನಡೆಸಿ ಅಗತ್ಯ ಔಷಧಿ ವಿತರಿಸಿದರು.	[851, 1438, 1076, 1575]
film-title: ಓಲ್ಲಿ (ಕ)	[1100, 1183, 1135, 1197]
color-registration-center	[785, 2339, 931, 2353]
drc-phone: ದೂ : 4240422/4241800	[1199, 163, 1399, 181]
page-number: 11	[122, 86, 167, 124]
theatre-name: ರಾಜ್‌ಕಮಲ್	[1100, 1401, 1150, 1415]
brahma-body: ಹಿರಿಯಪಟ್ಟಣ, ಮಾ.8(ವಿಶ್ವ)- ಗ್ರಾಮದ ಅಧಿದೇವತೆ ಶ್ರೀ ಕನ್ನಂಬಾಡಿ ಅಮ್ಮನವರ ಬ್ರಹ್ಮ ರಥೋತ್ಸವ ಸಾವಿರಾರು ಭಕ್ತರ ಸಮ್ಮುಖದಲ್ಲಿ ವಿಜೃಂಭಣೆಯಿಂದ ನೆರವೇರಿತು. ಬೆಳಿಗ್ಗೆ ರಥಕ್ಕೆ ವಿಶೇಷ ಪೂಜೆ ಸಲ್ಲಿಸಲಾಯಿತು. ಮಂಗಳವಾದ್ಯ, ಕಲಶ ಪೂಜೆ, ಅಭಿಷೇಕ, ಗಣಪತಿ ಹೋಮ ನಡೆಸಿ ಶುಭ ಮುಹೂರ್ತದಲ್ಲಿ ರಥಕ್ಕೆ ಚಾಲನೆ ನೀಡಲಾಯಿತು. ಭಕ್ತರು ಹಣ್ಣು ದವನ ಎಸೆದು ಭಕ್ತಿ ಸಮರ್ಪಿಸಿದರು. ಪಟ್ಟಣದ ಮುಖ್ಯ ಬೀದಿಗಳಲ್ಲಿ ರಥ ಮೆರವಣಿಗೆ ನಡೆಯಿತು. ಅನ್ನಸಂತರ್ಪಣೆ ಏರ್ಪಡಿಸಲಾಗಿತ್ತು.	[269, 1257, 473, 1428]
theatre-film-row	[1095, 1345, 1489, 1364]
inox-phone: ದೂ : 2533444 / 2533456	[1199, 414, 1410, 432]
cyan-dot	[785, 2339, 797, 2350]
kalaha-headline: ಕೌಟುಂಬಿಕ ಕಲಹ: ತಾಯಿ, ಮಗಳು ಆತ್ಮಹತ್ಯೆ	[1094, 1546, 1491, 1582]
show-count: 4 ಪ್ರದರ್ಶನಗಳು	[1423, 1220, 1485, 1233]
theatre-header	[1095, 1164, 1489, 1182]
theatre-phone: (ದೂ: 2497199)	[1393, 1292, 1485, 1306]
show-count: 4 ಪ್ರದರ್ಶನಗಳು	[1423, 1492, 1485, 1506]
kalaha-photo	[1094, 2000, 1491, 2189]
lead-subhead: ಕಾರ್ಯಕರ್ತರಿಗೆ ಮಾಜಿ ಸಚಿವ ಡಾ.ಹೆಚ್.ಸಿ.ಮಹದೇವಪ್ಪ ಕರೆ	[291, 202, 1076, 239]
page-number-box	[80, 84, 182, 125]
durga-body: ಕಿತ್ತೂರು, ಮಾ. 8- ಪಿರಿಯಾಪಟ್ಟಣ ತಾಲೂಕಿನ ಕಿತ್ತೂರು ಗ್ರಾಮದ ಶ್ರೀ ದುರ್ಗಾ ಪರಮೇಶ್ವರಿ ಅಮ್ಮನವರ ರಥೋತ್ಸವ ಮಾ.13 ರಂದು ನಡೆಯಲಿದೆ. ಈ ಪ್ರಯುಕ್ತ ಮಾ.10 ರಿಂದ ವಿವಿಧ ಧಾರ್ಮಿಕ ಕಾರ್ಯಕ್ರಮಗಳು ಜರುಗಲಿವೆ. ಭಕ್ತಾದಿಗಳು ಆಗಮಿಸಿ ದೇವಿಯ ಕೃಪೆಗೆ ಪಾತ್ರರಾಗುವಂತೆ ದೇವಸ್ಥಾನ ಸಮಿತಿ ಪ್ರಕಟಣೆಯಲ್ಲಿ ತಿಳಿಸಿದೆ.	[80, 1841, 284, 1961]
valmiki-body: ನಂಜನಗೂಡು, ಮಾ.8- ಪಟ್ಟಣದ ಮಹರ್ಷಿ ವಾಲ್ಮೀಕಿ ಪತ್ತಿನ ಸಹಕಾರ ಸಂಘದ ವಾರ್ಷಿಕ ಸಾಮಾನ್ಯ ಸಭೆ ನಡೆಯಿತು. ಸಂಘದ ಅಧ್ಯಕ್ಷರು ಅಧ್ಯಕ್ಷತೆ ವಹಿಸಿದ್ದರು. ಸದಸ್ಯರಿಗೆ ಲಾಭಾಂಶ ವಿತರಿಸಲು ತೀರ್ಮಾನಿಸಲಾಯಿತು. ನಿರ್ದೇಶಕರು ಹಾಗೂ ಸದಸ್ಯರು ಹಾಜರಿದ್ದರು.	[80, 2179, 284, 2281]
theatre-film-row	[1095, 1382, 1489, 1400]
film-title: ಲವ್ ಮಾರ್ಕೆಟ್-2 (ಕ)	[1100, 1347, 1191, 1361]
inox-tagline: LIVE THE MOVIE	[1109, 419, 1180, 427]
divider	[80, 1740, 1076, 1741]
inox-logo: INOX	[1114, 393, 1175, 419]
magenta-dot	[1431, 2339, 1442, 2350]
magenta-dot	[100, 2339, 111, 2350]
theatre-name: ಮಹದೇಶ್ವರ ಚಿತ್ರಮಂದಿರ	[1100, 1329, 1193, 1342]
theatre-header	[1095, 1327, 1489, 1345]
durga-headline: ಮಾ. 13 ರಂದು ಕಿತ್ತೂರಿನಲ್ಲಿ ದುರ್ಗಾ ಪರಮೇಶ್ವರಿ ರಥೋತ್ಸವ	[85, 1751, 279, 1801]
show-count: 4 ಪ್ರದರ್ಶನಗಳು	[1423, 1383, 1485, 1397]
theatre-film-row	[1095, 1273, 1489, 1291]
mvc-screen-1: ಸ್ಕ್ರೀನ್ 1 ಏಕ್ ಲವ್ ಯಾ (ಕ): ಬೆ.10.30ಕ್ಕೆ, ಮ.1.30ಕ್ಕೆ, ಆಡಾಡ್ತಾ (ಕ): ಸಂ.4.30ಕ್ಕೆ, ಯಲ್ಲೋಬೋರ್ಡ್ (ಕ): ಸಂ.6.40ಕ್ಕೆ, ಓಲ್ಡ್‌ಮಾಂಕ್ (ಕ): ರಾ.9.40ಕ್ಕೆ	[1095, 644, 1489, 678]
lead-photo	[291, 243, 858, 461]
pvr-header	[1094, 790, 1491, 851]
color-registration-right	[1411, 2339, 1491, 2353]
show-count: 4 ಪ್ರದರ್ಶನಗಳು	[1423, 1183, 1485, 1197]
